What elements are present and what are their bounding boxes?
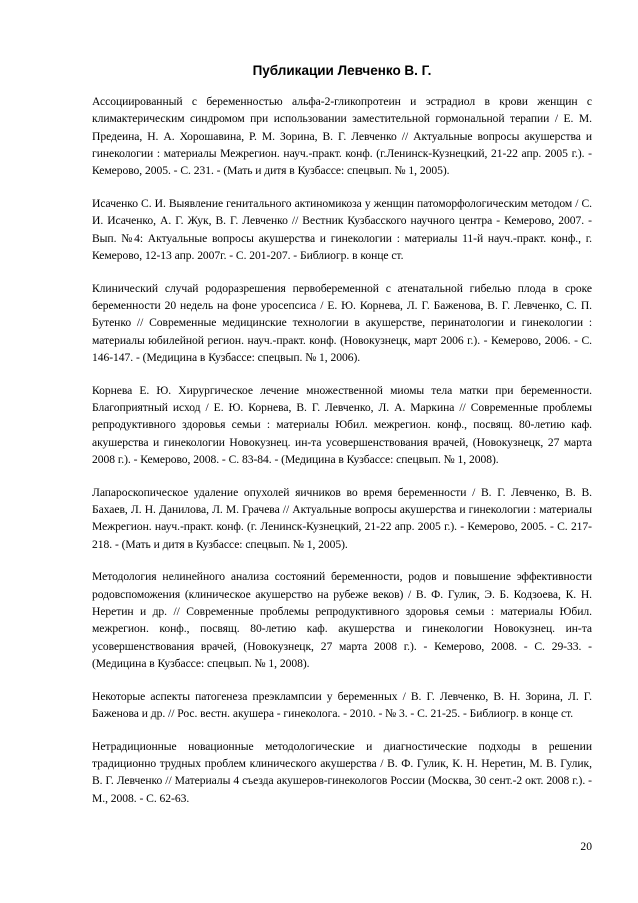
publication-entry: Некоторые аспекты патогенеза преэклампсии у беременных / В. Г. Левченко, В. Н. Зорина, Л. Г. Баженова и др. // Рос. вестн. акушера - гинеколога. - 2010. - № 3. - С. 21-25. - Библиогр. в конце ст. (92, 689, 592, 720)
page-title: Публикации Левченко В. Г. (252, 63, 432, 78)
publication-list (92, 93, 592, 822)
publication-entry: Ассоциированный с беременностью альфа-2-гликопротеин и эстрадиол в крови женщин с климактерическим синдромом при использовании заместительной гормональной терапии / Е. М. Предеина, Н. А. Хорошавина, Р. М. Зорина, В. Г. Левченко // Актуальные вопросы акушерства и гинекологии : материалы Межрегион. науч.-практ. конф. (г.Ленинск-Кузнецкий, 21-22 апр. 2005 г.). - Кемерово, 2005. - С. 231. - (Мать и дитя в Кузбассе: спецвып. № 1, 2005). (92, 95, 592, 178)
publication-entry: Корнева Е. Ю. Хирургическое лечение множественной миомы тела матки при беременности. Благоприятный исход / Е. Ю. Корнева, В. Г. Левченко, Л. А. Маркина // Современные проблемы репродуктивного здоровья семьи : материалы Юбил. межрегион. конф., посвящ. 80-летию каф. акушерства и гинекологии Новокузнец. ин-та усовершенствования врачей, (Новокузнецк, 27 марта 2008 г.). - Кемерово, 2008. - С. 83-84. - (Медицина в Кузбассе: спецвып. № 1, 2008). (92, 383, 592, 466)
publication-entry: Клинический случай родоразрешения первобеременной с атенатальной гибелью плода в сроке беременности 20 недель на фоне уросепсиса / Е. Ю. Корнева, Л. Г. Баженова, В. Г. Левченко, С. П. Бутенко // Современные медицинские технологии в акушерстве, перинатологии и гинекологии : материалы юбилейной регион. науч.-практ. конф. (Новокузнецк, март 2006 г.). - Кемерово, 2006. - С. 146-147. - (Медицина в Кузбассе: спецвып. № 1, 2006). (92, 281, 592, 364)
publication-entry: Лапароскопическое удаление опухолей яичников во время беременности / В. Г. Левченко, В. В. Бахаев, Л. Н. Данилова, Л. М. Грачева // Актуальные вопросы акушерства и гинекологии : материалы Межрегион. науч.-практ. конф. (г. Ленинск-Кузнецкий, 21-22 апр. 2005 г.). - Кемерово, 2005. - С. 217-218. - (Мать и дитя в Кузбассе: спецвып. № 1, 2005). (92, 485, 592, 551)
publication-entry: Исаченко С. И. Выявление генитального актиномикоза у женщин патоморфологическим методом / С. И. Исаченко, А. Г. Жук, В. Г. Левченко // Вестник Кузбасского научного центра - Кемерово, 2007. - Вып. №4: Актуальные вопросы акушерства и гинекологии : материалы 11-й науч.-практ. конф., г. Кемерово, 12-13 апр. 2007г. - С. 201-207. - Библиогр. в конце ст. (92, 196, 592, 262)
page-number: 20 (580, 840, 592, 853)
publication-entry: Методология нелинейного анализа состояний беременности, родов и повышение эффективности родовспоможения (клиническое акушерство на рубеже веков) / В. Ф. Гулик, Э. Б. Кодзоева, К. Н. Неретин и др. // Современные проблемы репродуктивного здоровья семьи : материалы Юбил. межрегион. конф., посвящ. 80-летию каф. акушерства и гинекологии Новокузнец. ин-та усовершенствования врачей, (Новокузнецк, 27 марта 2008 г.). - Кемерово, 2008. - С. 29-33. - (Медицина в Кузбассе: спецвып. № 1, 2008). (92, 570, 592, 670)
publication-entry: Нетрадиционные новационные методологические и диагностические подходы в решении традиционно трудных проблем клинического акушерства / В. Ф. Гулик, К. Н. Неретин, М. В. Гулик, В. Г. Левченко // Материалы 4 съезда акушеров-гинекологов России (Москва, 30 сент.-2 окт. 2008 г.). - М., 2008. - С. 62-63. (92, 739, 592, 805)
